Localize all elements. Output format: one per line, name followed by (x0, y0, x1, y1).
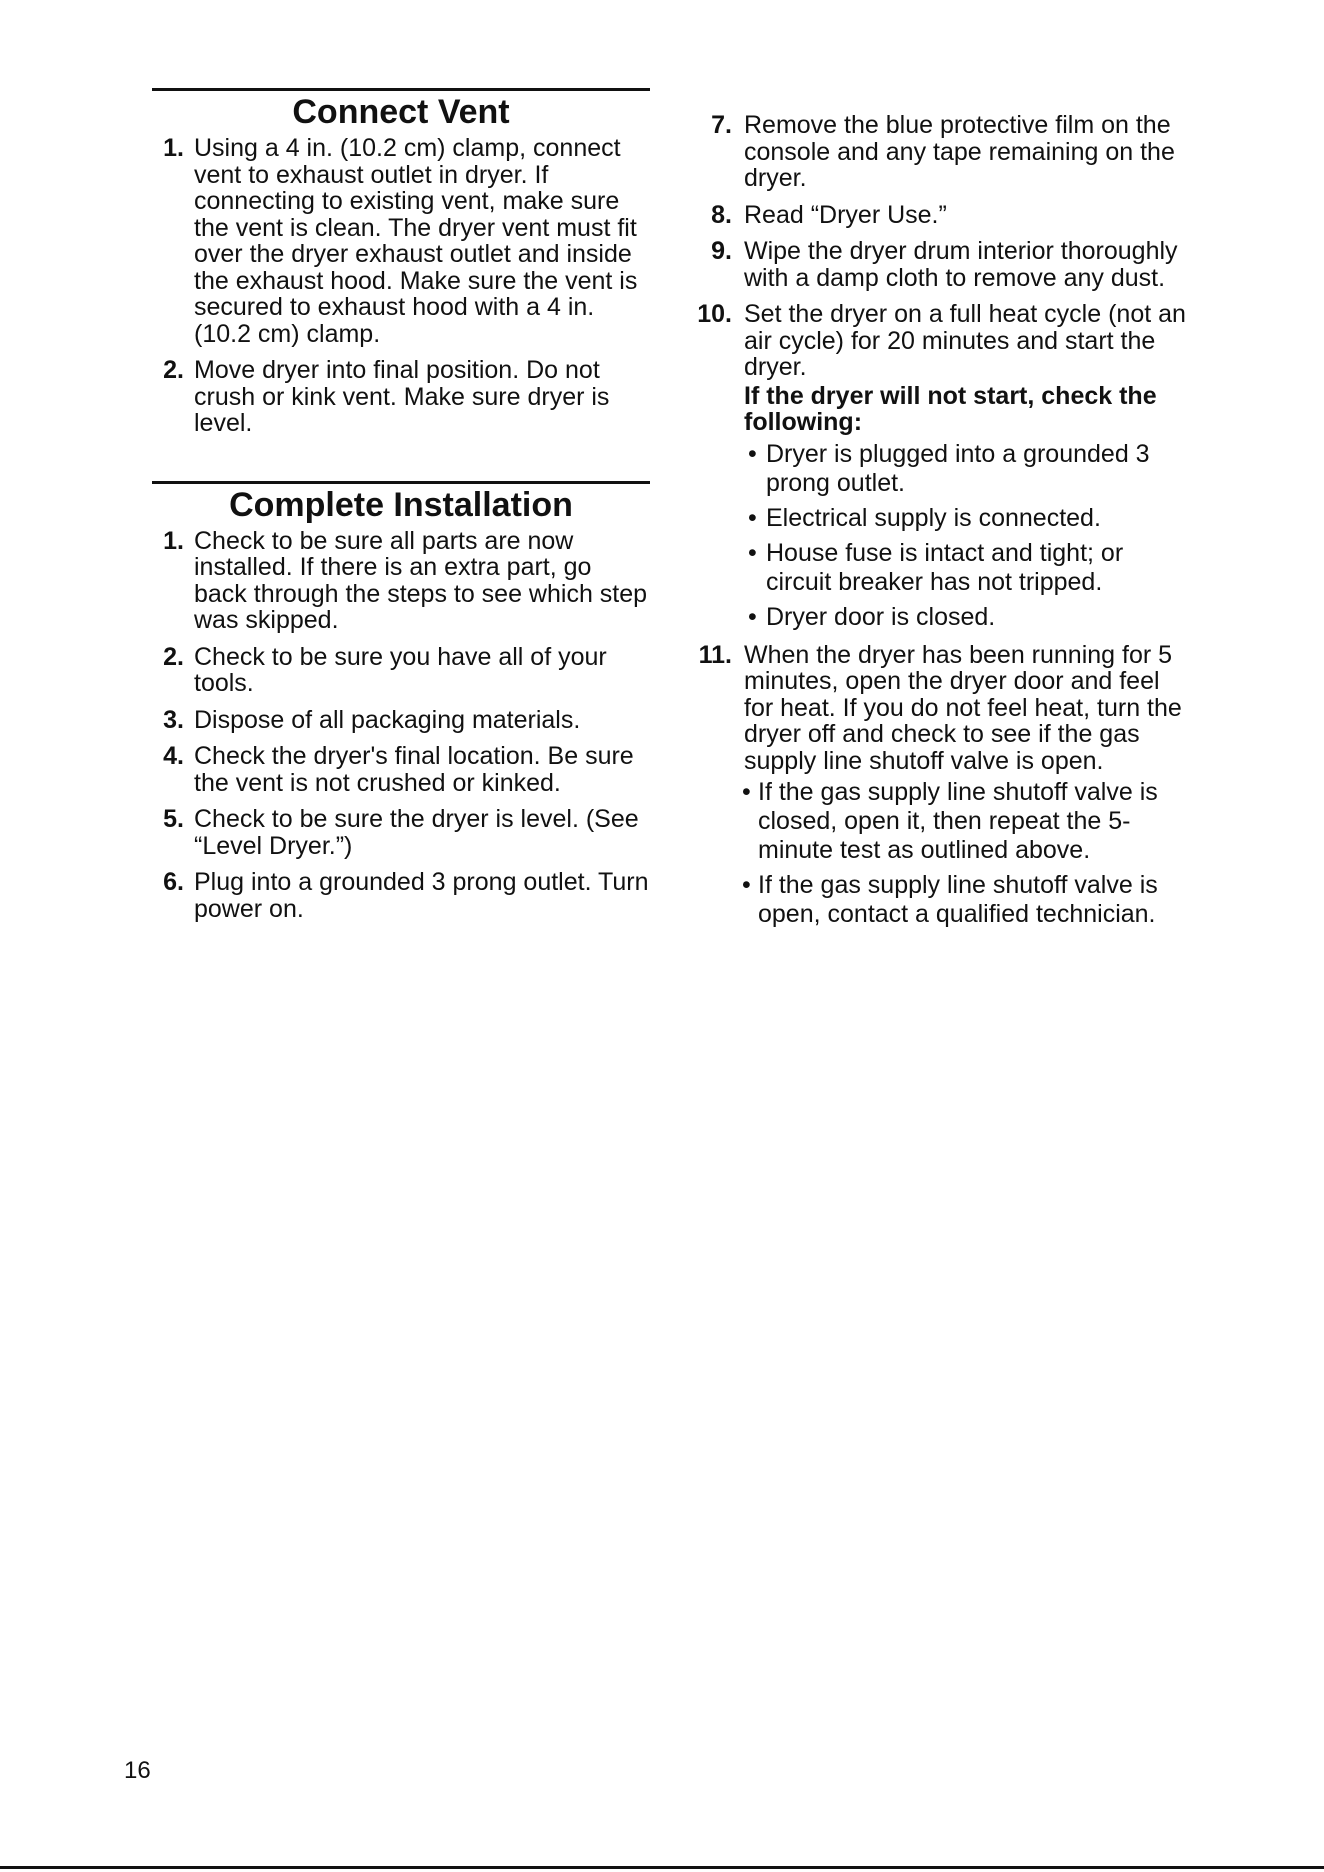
step-text: Read “Dryer Use.” (744, 200, 947, 229)
list-item (152, 644, 650, 697)
step-text: Wipe the dryer drum interior thoroughly with a damp cloth to remove any dust. (744, 237, 1178, 292)
step-text: Check the dryer's final location. Be sure the vent is not crushed or kinked. (194, 742, 634, 797)
step-text: Dispose of all packaging materials. (194, 705, 581, 734)
step-number: 4. (163, 742, 184, 770)
step-number: 10. (697, 300, 732, 328)
list-item (152, 806, 650, 859)
step-text: Check to be sure you have all of your tools. (194, 642, 607, 697)
checklist-item: • Electrical supply is connected. (744, 504, 1190, 533)
list-item (152, 135, 650, 347)
step-text: When the dryer has been running for 5 minutes, open the dryer door and feel for heat. If you do not feel heat, turn the dryer off and check to see if the gas supply line shutoff valve is open. (744, 640, 1182, 775)
step-number: 2. (163, 356, 184, 384)
checklist-item: • Dryer is plugged into a grounded 3 prong outlet. (744, 440, 1190, 498)
right-column (690, 112, 1190, 939)
start-checklist (744, 440, 1190, 632)
step-number: 9. (711, 237, 732, 265)
step-number: 1. (163, 526, 184, 555)
list-item (152, 743, 650, 796)
list-item (152, 528, 650, 634)
checklist-item: • If the gas supply line shutoff valve is closed, open it, then repeat the 5-minute test as outlined above. (744, 778, 1190, 865)
step-number: 7. (711, 111, 732, 139)
step-text: Using a 4 in. (10.2 cm) clamp, connect vent to exhaust outlet in dryer. If connecting to existing vent, make sure the vent is clean. The dryer vent must fit over the dryer exhaust outlet and inside the exhaust hood. Make sure the vent is secured to exhaust hood with a 4 in. (10.2 cm) clamp. (194, 134, 638, 348)
step-text: Check to be sure all parts are now installed. If there is an extra part, go back through the steps to see which step was skipped. (194, 526, 648, 634)
list-item (690, 112, 1190, 192)
step-number: 5. (163, 805, 184, 833)
step-text: Check to be sure the dryer is level. (See “Level Dryer.”) (194, 805, 639, 860)
checklist-item: • House fuse is intact and tight; or circuit breaker has not tripped. (744, 539, 1190, 597)
step-number: 3. (163, 705, 184, 734)
step-number: 2. (163, 642, 184, 671)
checklist-item: • Dryer door is closed. (744, 603, 1190, 632)
step-number: 6. (163, 868, 184, 896)
left-column (152, 88, 650, 932)
list-item (152, 869, 650, 922)
connect-vent-steps (152, 135, 650, 437)
checklist-item: • If the gas supply line shutoff valve is open, contact a qualified technician. (744, 871, 1190, 929)
page-number: 16 (124, 1757, 151, 1784)
complete-installation-heading: Complete Installation (152, 481, 650, 524)
step-text: Set the dryer on a full heat cycle (not an air cycle) for 20 minutes and start the dryer. (744, 300, 1186, 381)
complete-installation-steps-left (152, 528, 650, 923)
connect-vent-heading: Connect Vent (152, 88, 650, 131)
list-item (690, 202, 1190, 229)
list-item (690, 238, 1190, 291)
bottom-rule (0, 1866, 1324, 1869)
heat-checklist (744, 778, 1190, 929)
complete-installation-steps-right (690, 112, 1190, 929)
step-text: Plug into a grounded 3 prong outlet. Turn power on. (194, 868, 649, 923)
step-text: Move dryer into final position. Do not crush or kink vent. Make sure dryer is level. (194, 356, 610, 437)
list-item (152, 707, 650, 734)
step-text: Remove the blue protective film on the console and any tape remaining on the dryer. (744, 111, 1175, 192)
list-item (152, 357, 650, 437)
start-warning: If the dryer will not start, check the following: (744, 381, 1157, 436)
step-number: 8. (711, 200, 732, 229)
step-number: 11. (698, 640, 732, 669)
step-number: 1. (163, 134, 184, 162)
list-item (690, 301, 1190, 632)
list-item (690, 642, 1190, 930)
